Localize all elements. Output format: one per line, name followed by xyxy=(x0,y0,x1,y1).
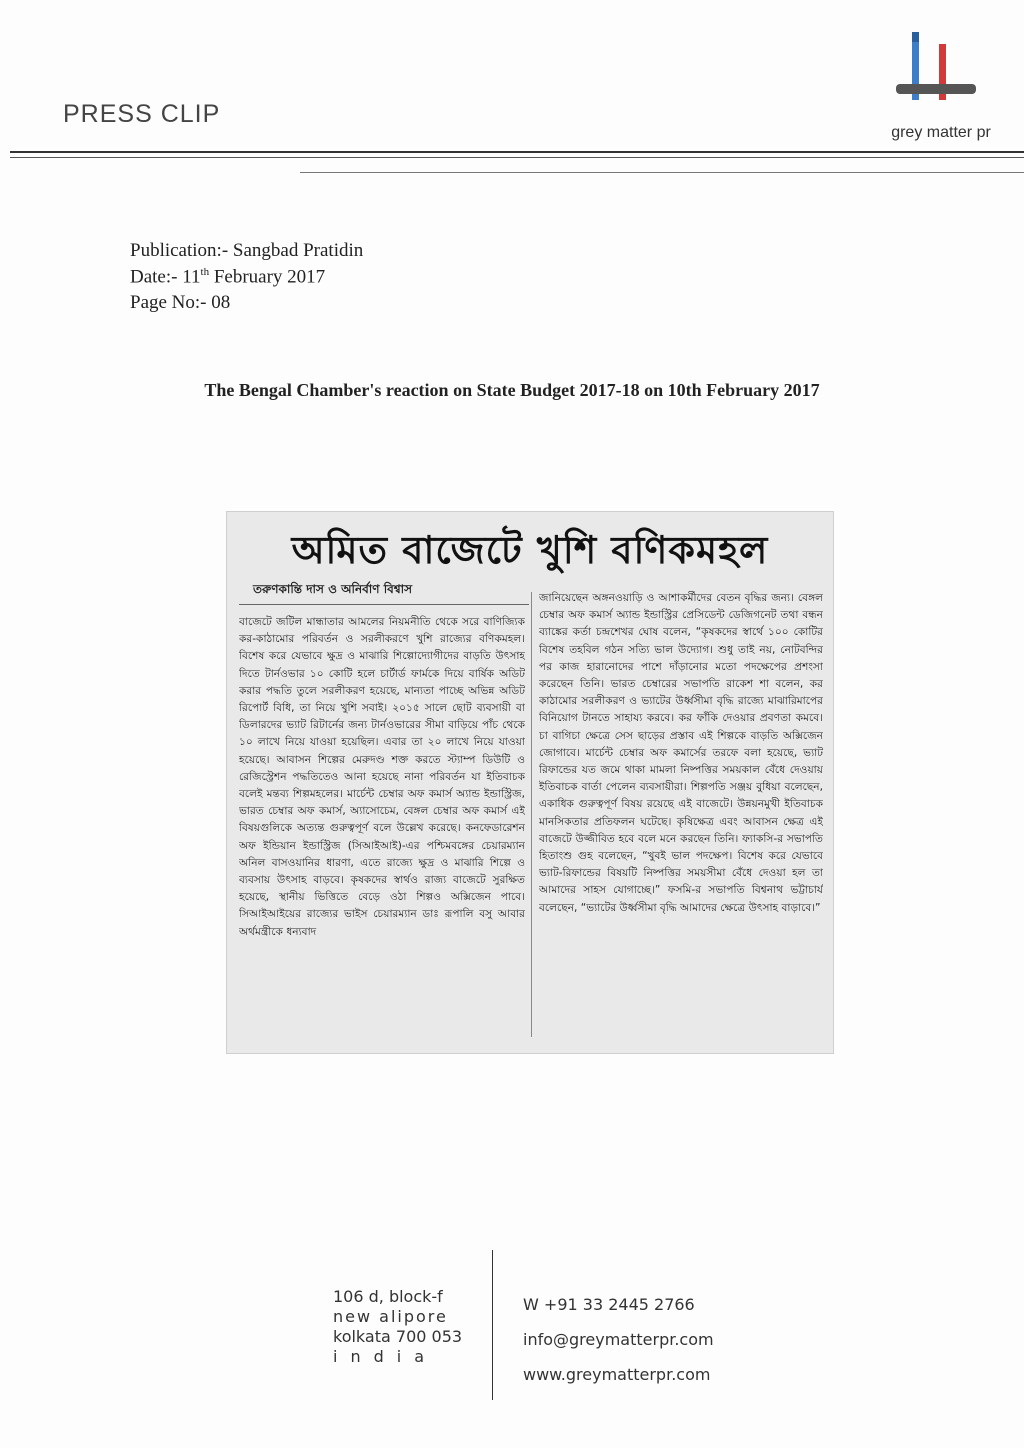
phone-text: W +91 33 2445 2766 xyxy=(523,1295,695,1314)
address-line: 106 d, block-f xyxy=(333,1287,443,1306)
newspaper-clipping xyxy=(226,511,834,1054)
date-superscript: th xyxy=(200,266,210,278)
header-rule-bottom xyxy=(10,157,1024,158)
logo-mark-icon xyxy=(892,32,978,106)
clipping-column-left: বাজেটে জটিল মান্ধাতার আমলের নিয়মনীতি থেকে সরে বাণিজ্যিক কর-কাঠামোর পরিবর্তন ও সরলীকরণে খুশি রাজ্যের বণিকমহল। বিশেষ করে যেভাবে ক্ষুদ্র ও মাঝারি শিল্পোদ্যোগীদের বাড়তি উৎসাহ দিতে টার্নওভার ১০ কোটি হলে চার্টার্ড ফার্মকে দিয়ে বার্ষিক অডিট করার পদ্ধতি তুলে সরলীকরণ হয়েছে, মান্যতা পাচ্ছে অভিন্ন অডিট রিপোর্ট বিধি, তা নিয়ে খুশি সবাই। ২০১৫ সালে ছোট ব্যবসায়ী বা ডিলারদের ভ্যাট রিটার্নের জন্য টার্নওভারের সীমা বাড়িয়ে পাঁচ থেকে ১০ লাখে নিয়ে যাওয়া হয়েছিল। এবার তা ২০ লাখে নিয়ে যাওয়া হয়েছে। আবাসন শিল্পের মেরুদণ্ড শক্ত করতে স্ট্যাম্প ডিউটি ও রেজিস্ট্রেশন পদ্ধতিতেও আনা হয়েছে নানা পরিবর্তন যা ইতিবাচক বলেই মন্তব্য শিল্পমহলের। মার্চেন্ট চেম্বার অফ কমার্স অ্যান্ড ইন্ডাস্ট্রিজ, ভারত চেম্বার অফ কমার্স, অ্যাসোচেম, বেঙ্গল চেম্বার অফ কমার্স এই বিষয়গুলিকে অত্যন্ত গুরুত্বপূর্ণ বলে উল্লেখ করেছে। কনফেডারেশন অফ ইন্ডিয়ান ইন্ডাস্ট্রিজ (সিআইআই)-এর পশ্চিমবঙ্গের চেয়ারম্যান অনিল বাসওয়ানির ধারণা, এতে রাজ্যে ক্ষুদ্র ও মাঝারি শিল্পে ও ব্যবসায় উৎসাহ বাড়বে। কৃষকদের স্বার্থও রাজ্য বাজেটে সুরক্ষিত হয়েছে, স্থানীয় ভিত্তিতে বেড়ে ওঠা শিল্পও অক্সিজেন পাবে। সিআইআইয়ের রাজ্যের ভাইস চেয়ারম্যান ডাঃ রূপালি বসু আবার অর্থমন্ত্রীকে ধন্যবাদ xyxy=(239,616,525,938)
article-title: The Bengal Chamber's reaction on State Budget 2017-18 on 10th February 2017 xyxy=(204,380,820,400)
publication-line: Publication:- Sangbad Pratidin xyxy=(130,240,364,261)
header-rule-top xyxy=(10,151,1024,153)
footer-address xyxy=(333,1287,473,1367)
header-rule-faint xyxy=(300,172,1024,173)
date-line xyxy=(130,266,325,288)
date-suffix: February 2017 xyxy=(209,266,326,288)
email-link[interactable]: info@greymatterpr.com xyxy=(523,1330,714,1349)
footer-divider xyxy=(492,1250,493,1400)
address-line: india xyxy=(333,1347,437,1366)
page-number-line: Page No:- 08 xyxy=(130,292,231,313)
grey-matter-logo xyxy=(886,32,991,142)
address-line: kolkata 700 053 xyxy=(333,1327,463,1346)
date-prefix: Date:- 11 xyxy=(130,266,201,288)
footer-contact xyxy=(523,1287,714,1392)
byline-rule xyxy=(239,604,529,605)
press-clip-label: PRESS CLIP xyxy=(63,100,221,128)
clipping-headline: অমিত বাজেটে খুশি বণিকমহল xyxy=(291,528,769,572)
logo-text: grey matter pr xyxy=(891,124,991,141)
address-line: new alipore xyxy=(333,1307,448,1326)
website-link[interactable]: www.greymatterpr.com xyxy=(523,1365,711,1384)
clipping-column-right: জানিয়েছেন অঙ্গনওয়াড়ি ও আশাকর্মীদের বেতন বৃদ্ধির জন্য। বেঙ্গল চেম্বার অফ কমার্স অ্যান্ড ইন্ডাস্ট্রির প্রেসিডেন্ট ডেজিগনেট তথা বন্ধন ব্যাঙ্কের কর্তা চন্দ্রশেখর ঘোষ বলেন, “কৃষকদের স্বার্থে ১০০ কোটির বিশেষ তহবিল গঠন সত্যি ভাল উদ্যোগ। শুধু তাই নয়, নোটবন্দির পর কাজ হারানোদের পাশে দাঁড়ানোর মতো পদক্ষেপের প্রশংসা করেছেন তিনি। ভারত চেম্বারের সভাপতি রাকেশ শা বলেন, কর কাঠামোর সরলীকরণ ও ভ্যাটের উর্ধ্বসীমা বৃদ্ধি রাজ্যে মাঝারিমাপের বিনিয়োগ টানতে সাহায্য করবে। কর ফাঁকি দেওয়ার প্রবণতা কমবে। চা বাগিচা ক্ষেত্রে সেস ছাড়ের প্রস্তাব এই শিল্পকে বাড়তি অক্সিজেন জোগাবে। মার্চেন্ট চেম্বার অফ কমার্সের তরফে বলা হয়েছে, ভ্যাট রিফান্ডের যত জমে থাকা মামলা নিষ্পত্তির সময়কাল বেঁধে দেওয়ায় ইতিবাচক বার্তা পেলেন ব্যবসায়ীরা। শিল্পপতি সঞ্জয় বুধিয়া বলেছেন, একাধিক গুরুত্বপূর্ণ বিষয় রয়েছে এই বাজেটে। উন্নয়নমুখী ইতিবাচক মানসিকতার প্রতিফলন ঘটেছে। কৃষিক্ষেত্র এবং আবাসন ক্ষেত্র এই বাজেটে উজ্জীবিত হবে বলে মনে করছেন তিনি। ফ্যাকসি-র সভাপতি হিতাংশু গুহ বলেছেন, “খুবই ভাল পদক্ষেপ। বিশেষ করে যেভাবে ভ্যাট-রিফান্ডের বিষয়টি নিষ্পত্তির সময়সীমা বেঁধে দেওয়া হল তা আমাদের সাহস যোগাচ্ছে।” ফসমি-র সভাপতি বিশ্বনাথ ভট্টাচার্য বলেছেন, “ভ্যাটের উর্ধ্বসীমা বৃদ্ধি আমাদের ক্ষেত্রে উৎসাহ বাড়াবে।” xyxy=(539,592,823,914)
column-divider xyxy=(531,592,532,1037)
clipping-byline: তরুণকান্তি দাস ও অনির্বাণ বিশ্বাস xyxy=(253,582,413,596)
